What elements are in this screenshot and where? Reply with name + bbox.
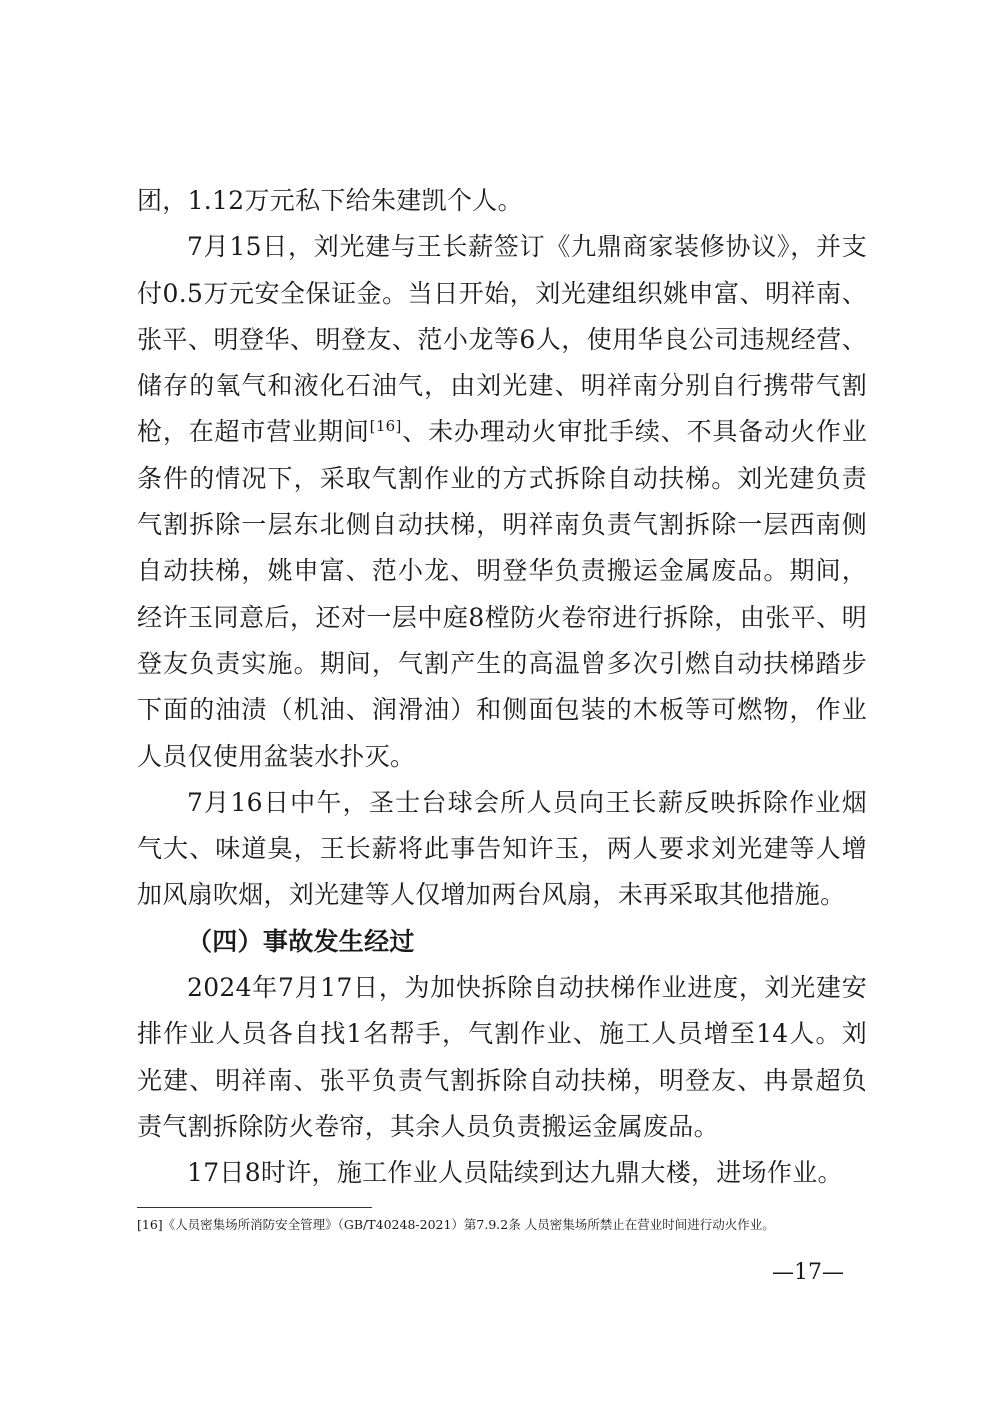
page-number: —17— (772, 1260, 844, 1285)
paragraph-july-15 (137, 224, 867, 780)
paragraph-july-15-text: 7月15日，刘光建与王长薪签订《九鼎商家装修协议》，并支付0.5万元安全保证金。当日开始，刘光建组织姚申富、明祥南、张平、明登华、明登友、范小龙等6人，使用华良公司违规经营、储存的氧气和液化石油气，由刘光建、明祥南分别自行携带气割枪，在超市营业期间 (137, 232, 867, 447)
section-heading: （四）事故发生经过 (187, 926, 415, 956)
paragraph-arrival: 17日8时许，施工作业人员陆续到达九鼎大楼，进场作业。 (187, 1158, 843, 1188)
footnote-divider (137, 1207, 372, 1208)
paragraph-july-16: 7月16日中午，圣士台球会所人员向王长薪反映拆除作业烟气大、味道臭，王长薪将此事告知许玉，两人要求刘光建等人增加风扇吹烟，刘光建等人仅增加两台风扇，未再采取其他措施。 (137, 787, 867, 910)
footnote-reference: [16] (369, 417, 402, 436)
paragraph-continuation: 团，1.12万元私下给朱建凯个人。 (137, 186, 523, 215)
footnote: [16]《人员密集场所消防安全管理》（GB/T40248-2021）第7.9.2条 人员密集场所禁止在营业时间进行动火作业。 (137, 1217, 775, 1232)
paragraph-july-17: 2024年7月17日，为加快拆除自动扶梯作业进度，刘光建安排作业人员各自找1名帮手，气割作业、施工人员增至14人。刘光建、明祥南、张平负责气割拆除自动扶梯，明登友、冉景超负责气割拆除防火卷帘，其余人员负责搬运金属废品。 (137, 973, 867, 1141)
body-text (137, 178, 867, 1197)
paragraph-july-15-text-rest: 、未办理动火审批手续、不具备动火作业条件的情况下，采取气割作业的方式拆除自动扶梯。刘光建负责气割拆除一层东北侧自动扶梯，明祥南负责气割拆除一层西南侧自动扶梯，姚申富、范小龙、明登华负责搬运金属废品。期间，经许玉同意后，还对一层中庭8樘防火卷帘进行拆除，由张平、明登友负责实施。期间，气割产生的高温曾多次引燃自动扶梯踏步下面的油渍（机油、润滑油）和侧面包装的木板等可燃物，作业人员仅使用盆装水扑灭。 (137, 417, 868, 771)
